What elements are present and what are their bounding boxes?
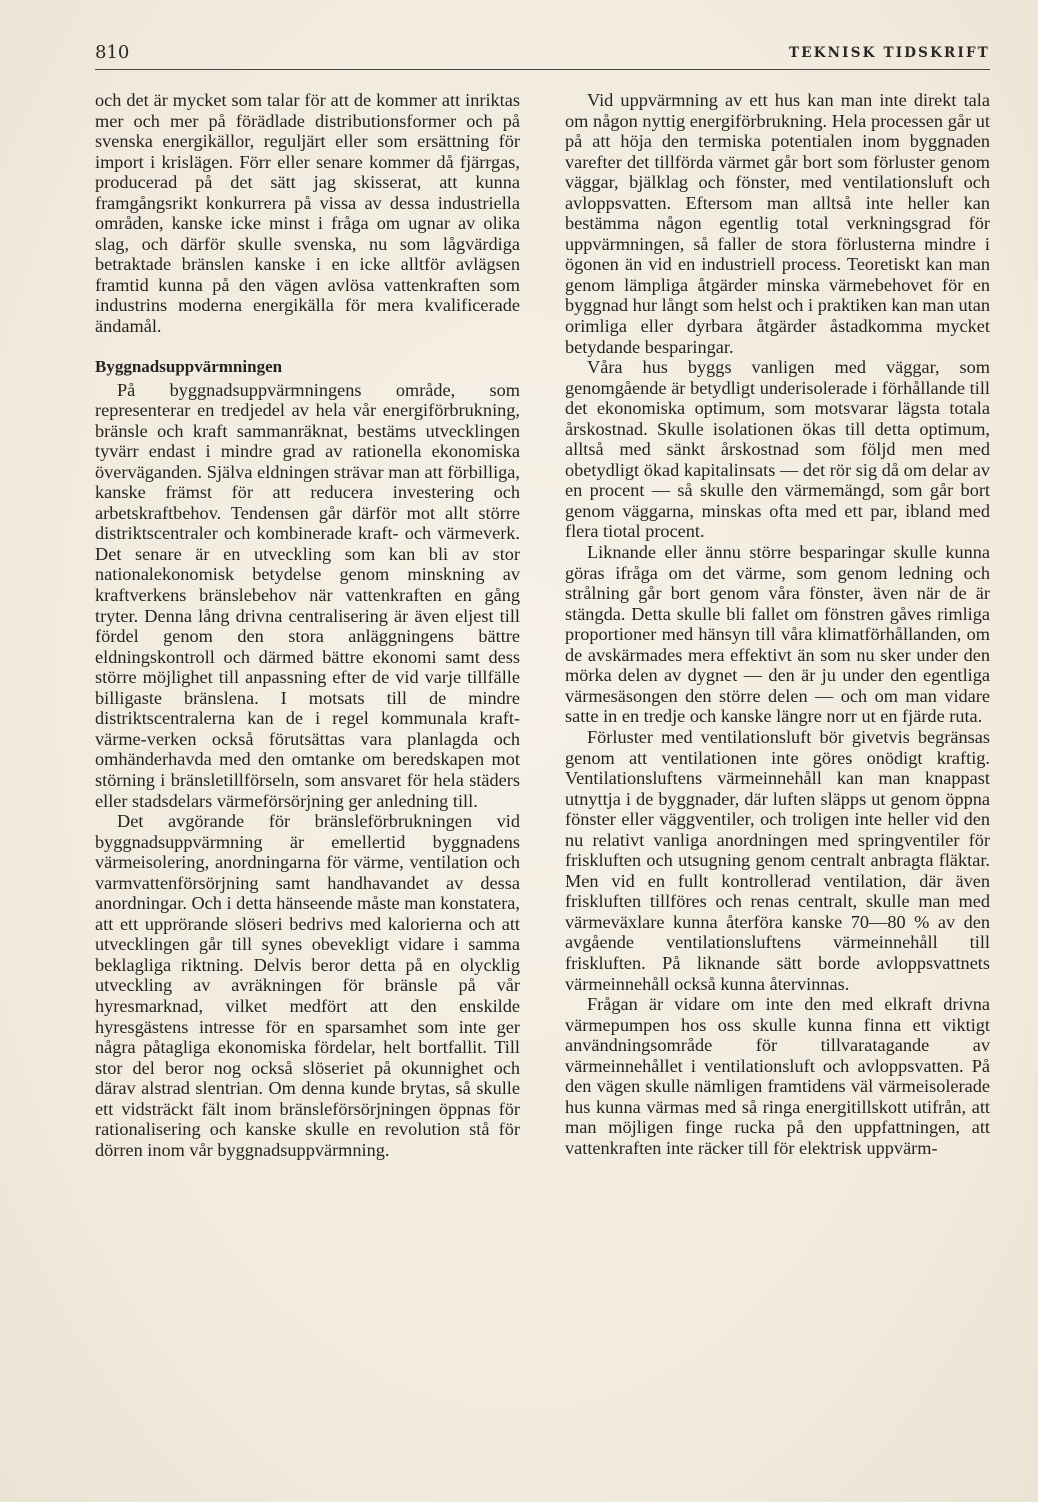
left-paragraph-3: Det avgörande för bränsleförbrukningen vid byggnadsuppvärmning är emellertid byggnadens värmeisolering, anordningarna för värme, ventilation och varmvattenförsörjning samt handhavandet av dessa anordningar. Och i detta hänseende måste man konstatera, att ett upprörande slöseri bedrivs med kalorierna och att utvecklingen går till synes obevekligt vidare i samma beklagliga riktning. Delvis beror detta på en olycklig utveckling av avräkningen för bränsle på vår hyresmarknad, vilket medfört att den enskilde hyresgästens intresse för en sparsamhet som inte ger några påtagliga ekonomiska fördelar, helt bortfallit. Till stor del beror nog också slöseriet på okunnighet och därav alstrad slentrian. Om denna kunde brytas, så skulle ett vidsträckt fält inom bränsleförsörjningen öppnas för rationalisering och kanske skulle en revolution stå för dörren inom vår byggnadsuppvärmning. (95, 811, 520, 1160)
right-paragraph-3: Liknande eller ännu större besparingar skulle kunna göras ifråga om det värme, som genom ledning och strålning går bort genom våra fönster, även när de är stängda. Detta skulle bli fallet om fönstren gåves rimliga proportioner med hänsyn till våra klimatförhållanden, om de avskärmades mera effektivt än som nu sker under den mörka delen av dygnet — den är ju under den egentliga värmesäsongen den större delen — och om man vidare satte in en tredje och kanske längre norr ut en fjärde ruta. (565, 542, 990, 727)
left-paragraph-2: På byggnadsuppvärmningens område, som representerar en tredjedel av hela vår energiförbrukning, bränsle och kraft sammanräknat, bestäms utvecklingen tyvärr endast i mindre grad av rationella ekonomiska överväganden. Själva eldningen strävar man att förbilliga, kanske främst för att reducera investering och arbetskraftbehov. Tendensen går därför mot allt större distriktscentraler och kombinerade kraft- och värmeverk. Det senare är en utveckling som kan bli av stor nationalekonomisk betydelse genom minskning av kraftverkens bränslebehov när vattenkraften en gång tryter. Denna lång drivna centralisering är även eljest till fördel genom den stora anläggningens bättre eldningskontroll och därmed bättre ekonomi samt dess större möjlighet till anpassning efter de vid varje tillfälle billigaste bränslena. I motsats till de mindre distriktscentralerna kan de i regel kommunala kraft-värme-verken också förutsättas vara planlagda och omhänderhavda med den omtanke om beredskapen mot störning i bränsletillförseln, som ansvaret för hela städers eller stadsdelars värmeförsörjning ger anledning till. (95, 379, 520, 811)
header-rule (95, 69, 990, 70)
right-paragraph-5: Frågan är vidare om inte den med elkraft drivna värmepumpen hos oss skulle kunna finna ett viktigt användningsområde för tillvaratagande av värmeinnehållet i ventilationsluft och avloppsvatten. På den vägen skulle nämligen framtidens väl värmeisolerade hus kunna värmas med så ringa energitillskott utifrån, att man möjligen finge rucka på den uppfattningen, att vattenkraften inte räcker till för elektrisk uppvärm- (565, 994, 990, 1158)
right-column (565, 90, 990, 1158)
page-number: 810 (95, 42, 130, 63)
right-paragraph-2: Våra hus byggs vanligen med väggar, som genomgående är betydligt underisolerade i förhållande till det ekonomiska optimum, som motsvarar lägsta totala årskostnad. Skulle isolationen ökas till detta optimum, alltså med sänkt årskostnad som följd men med obetydligt ökad kapitalinsats — det rör sig då om delar av en procent — så skulle den värmemängd, som går bort genom väggarna, minskas ofta med ett par, ibland med flera tiotal procent. (565, 357, 990, 542)
right-paragraph-4: Förluster med ventilationsluft bör givetvis begränsas genom att ventilationen inte göres onödigt kraftig. Ventilationsluftens värmeinnehåll kan man knappast utnyttja i de byggnader, där luften släpps ut genom öppna fönster eller väggventiler, och troligen inte heller vid den nu relativt vanliga anordningen med springventiler för friskluften och utsugning genom centralt anbragta fläktar. Men vid en fullt kontrollerad ventilation, där även friskluften tillföres och renas centralt, skulle man med värmeväxlare kunna återföra kanske 70—80 % av den avgående ventilationsluftens värmeinnehåll till friskluften. På liknande sätt borde avloppsvattnets värmeinnehåll också kunna återvinnas. (565, 726, 990, 994)
right-paragraph-1: Vid uppvärmning av ett hus kan man inte direkt tala om någon nyttig energiförbrukning. Hela processen går ut på att höja den termiska potentialen inom byggnaden varefter det tillförda värmet går bort som förluster genom väggar, bjälklag och fönster, med ventilationsluft och avloppsvatten. Eftersom man alltså inte heller kan bestämma någon egentlig total verkningsgrad för uppvärmningen, så faller de stora förlusterna mindre i ögonen än vid en industriell process. Teoretiskt kan man genom lämpliga åtgärder minska värmebehovet för en byggnad hur långt som helst och i praktiken kan man utan orimliga eller dyrbara åtgärder åstadkomma mycket betydande besparingar. (565, 90, 990, 357)
page-header (95, 42, 990, 68)
left-paragraph-1: och det är mycket som talar för att de kommer att inriktas mer och mer på förädlade distributionsformer och på svenska energikällor, reguljärt eller som ersättning för import i krislägen. Förr eller senare kommer då fjärrgas, producerad på det sätt jag skisserat, att kunna framgångsrikt konkurrera på vissa av dessa industriella områden, kanske icke minst i fråga om ugnar av olika slag, och därför skulle svenska, nu som lågvärdiga betraktade bränslen kanske i en icke alltför avlägsen framtid kunna på den vägen avlösa vattenkraften som industrins moderna energikälla för mera kvalificerade ändamål. (95, 90, 520, 337)
section-heading: Byggnadsuppvärmningen (95, 356, 283, 376)
journal-title: TEKNISK TIDSKRIFT (788, 45, 990, 61)
left-column (95, 90, 520, 1160)
